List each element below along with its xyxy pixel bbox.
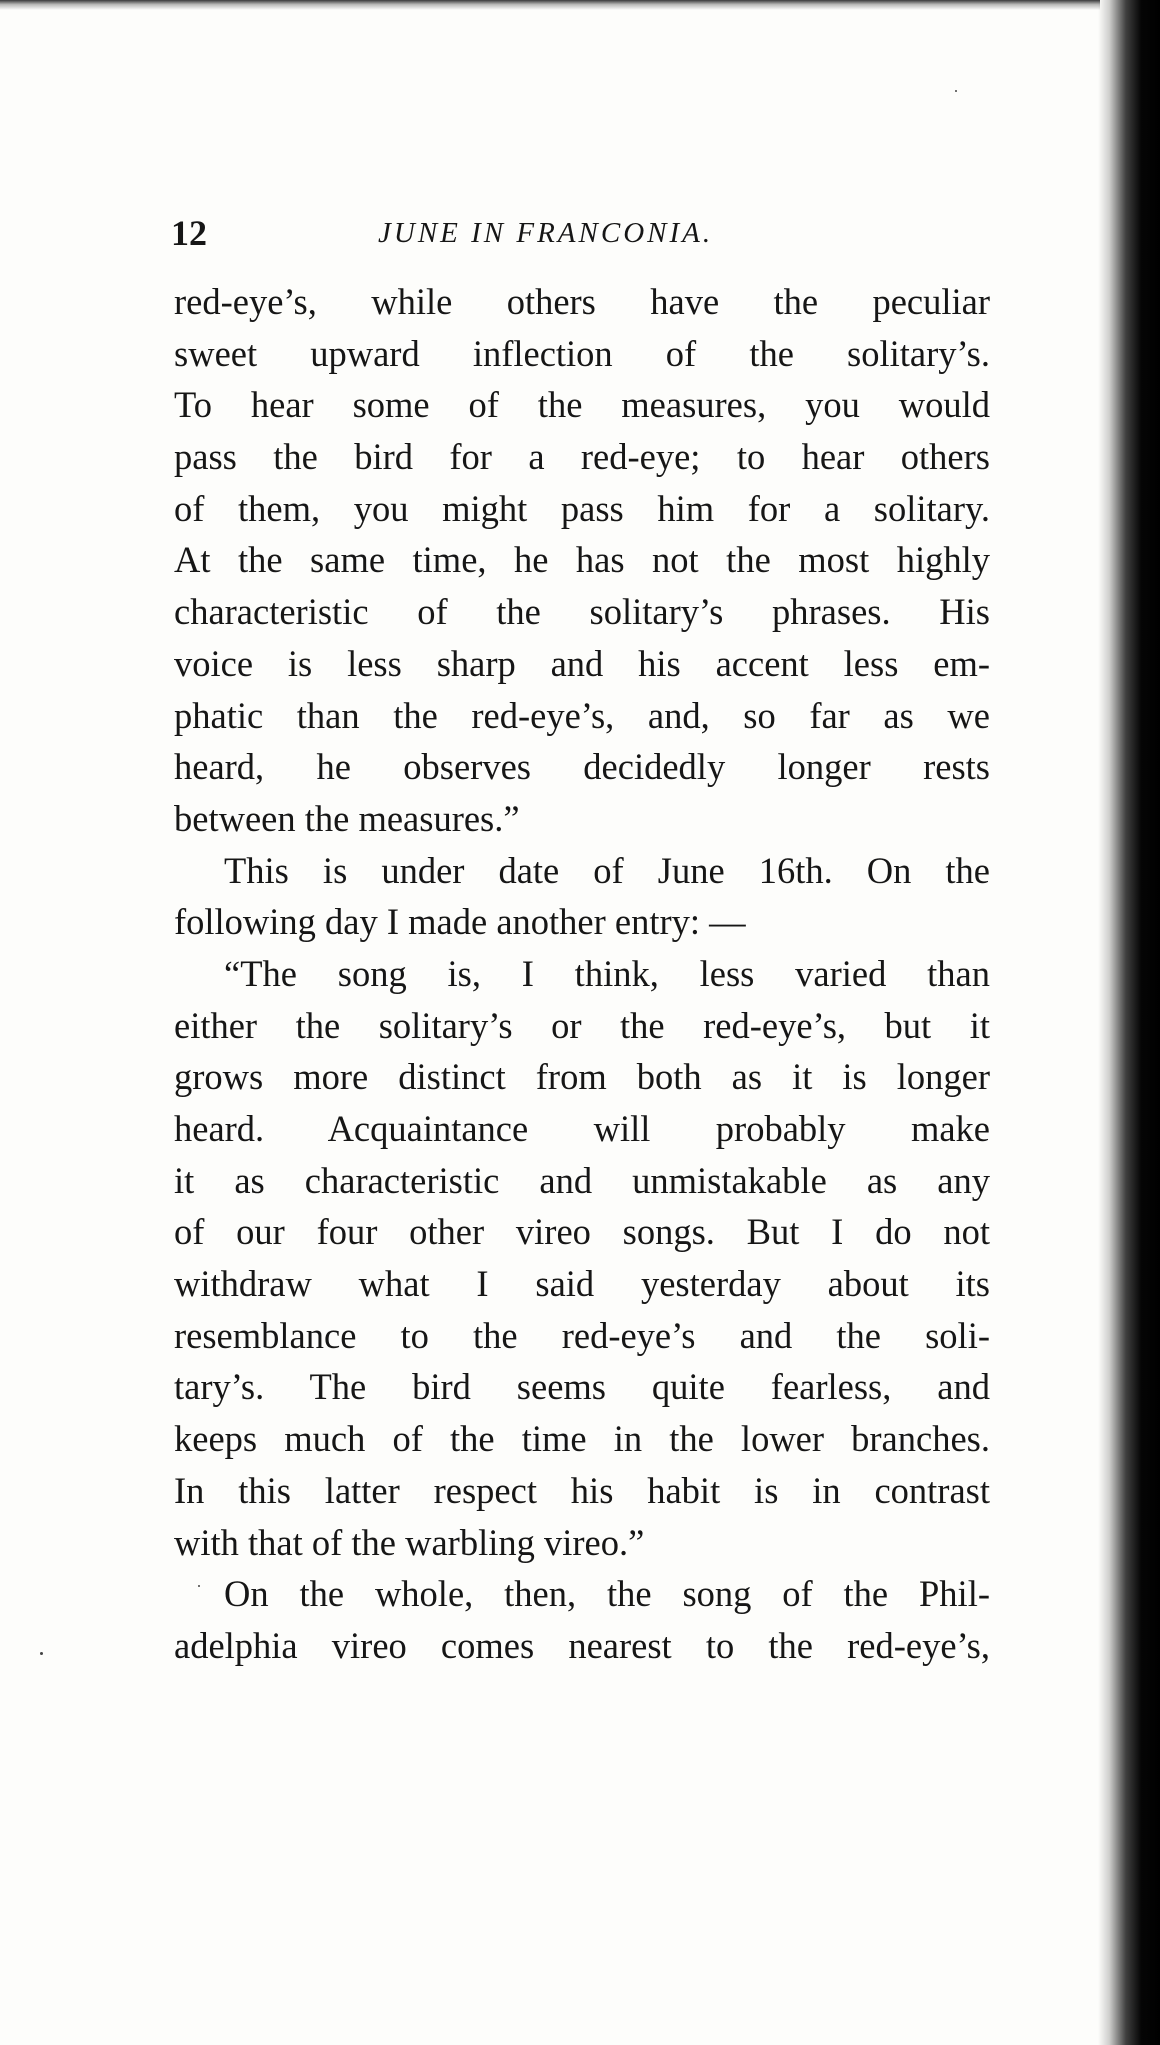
text-line: it as characteristic and unmistakable as any [174, 1159, 990, 1201]
paragraph-start: This is under date of June 16th. On the [224, 849, 990, 891]
text-line: heard. Acquaintance will probably make [174, 1108, 990, 1149]
text-line: grows more distinct from both as it is longer [174, 1056, 990, 1098]
running-head [168, 208, 988, 258]
text-line: between the measures.” [174, 797, 520, 839]
scan-speck [955, 90, 957, 92]
text-line: sweet upward inflection of the solitary’s. [174, 332, 990, 374]
paragraph-start: “The song is, I think, less varied than [224, 952, 990, 994]
text-line: tary’s. The bird seems quite fearless, and [174, 1366, 990, 1408]
text-line: characteristic of the solitary’s phrases. His [174, 591, 990, 633]
running-title: JUNE IN FRANCONIA. [378, 217, 714, 249]
text-line: In this latter respect his habit is in contrast [174, 1469, 990, 1511]
page-number: 12 [171, 213, 207, 253]
text-line: resemblance to the red-eye’s and the soli- [174, 1314, 990, 1356]
scan-edge-right [1098, 0, 1160, 2045]
text-line: phatic than the red-eye’s, and, so far as we [174, 694, 990, 736]
text-line: red-eye’s, while others have the peculiar [174, 281, 990, 322]
text-line: of our four other vireo songs. But I do not [174, 1211, 990, 1253]
text-line: keeps much of the time in the lower branches. [174, 1418, 990, 1460]
scan-edge-top [0, 0, 1100, 10]
scan-speck [40, 1652, 43, 1655]
text-line: voice is less sharp and his accent less em- [174, 642, 990, 684]
text-line: withdraw what I said yesterday about its [174, 1263, 990, 1305]
text-line: adelphia vireo comes nearest to the red-eye’s, [174, 1624, 990, 1666]
text-line: of them, you might pass him for a solitary. [174, 487, 990, 529]
text-line: either the solitary’s or the red-eye’s, but it [174, 1004, 990, 1046]
text-line: with that of the warbling vireo.” [174, 1521, 645, 1563]
text-line: heard, he observes decidedly longer rests [174, 746, 990, 788]
paragraph-start: On the whole, then, the song of the Phil- [224, 1573, 990, 1615]
text-line: following day I made another entry: — [174, 901, 746, 943]
text-line: pass the bird for a red-eye; to hear others [174, 436, 990, 478]
text-line: At the same time, he has not the most highly [174, 539, 990, 581]
text-line: To hear some of the measures, you would [174, 384, 990, 426]
body-text [174, 276, 990, 1672]
